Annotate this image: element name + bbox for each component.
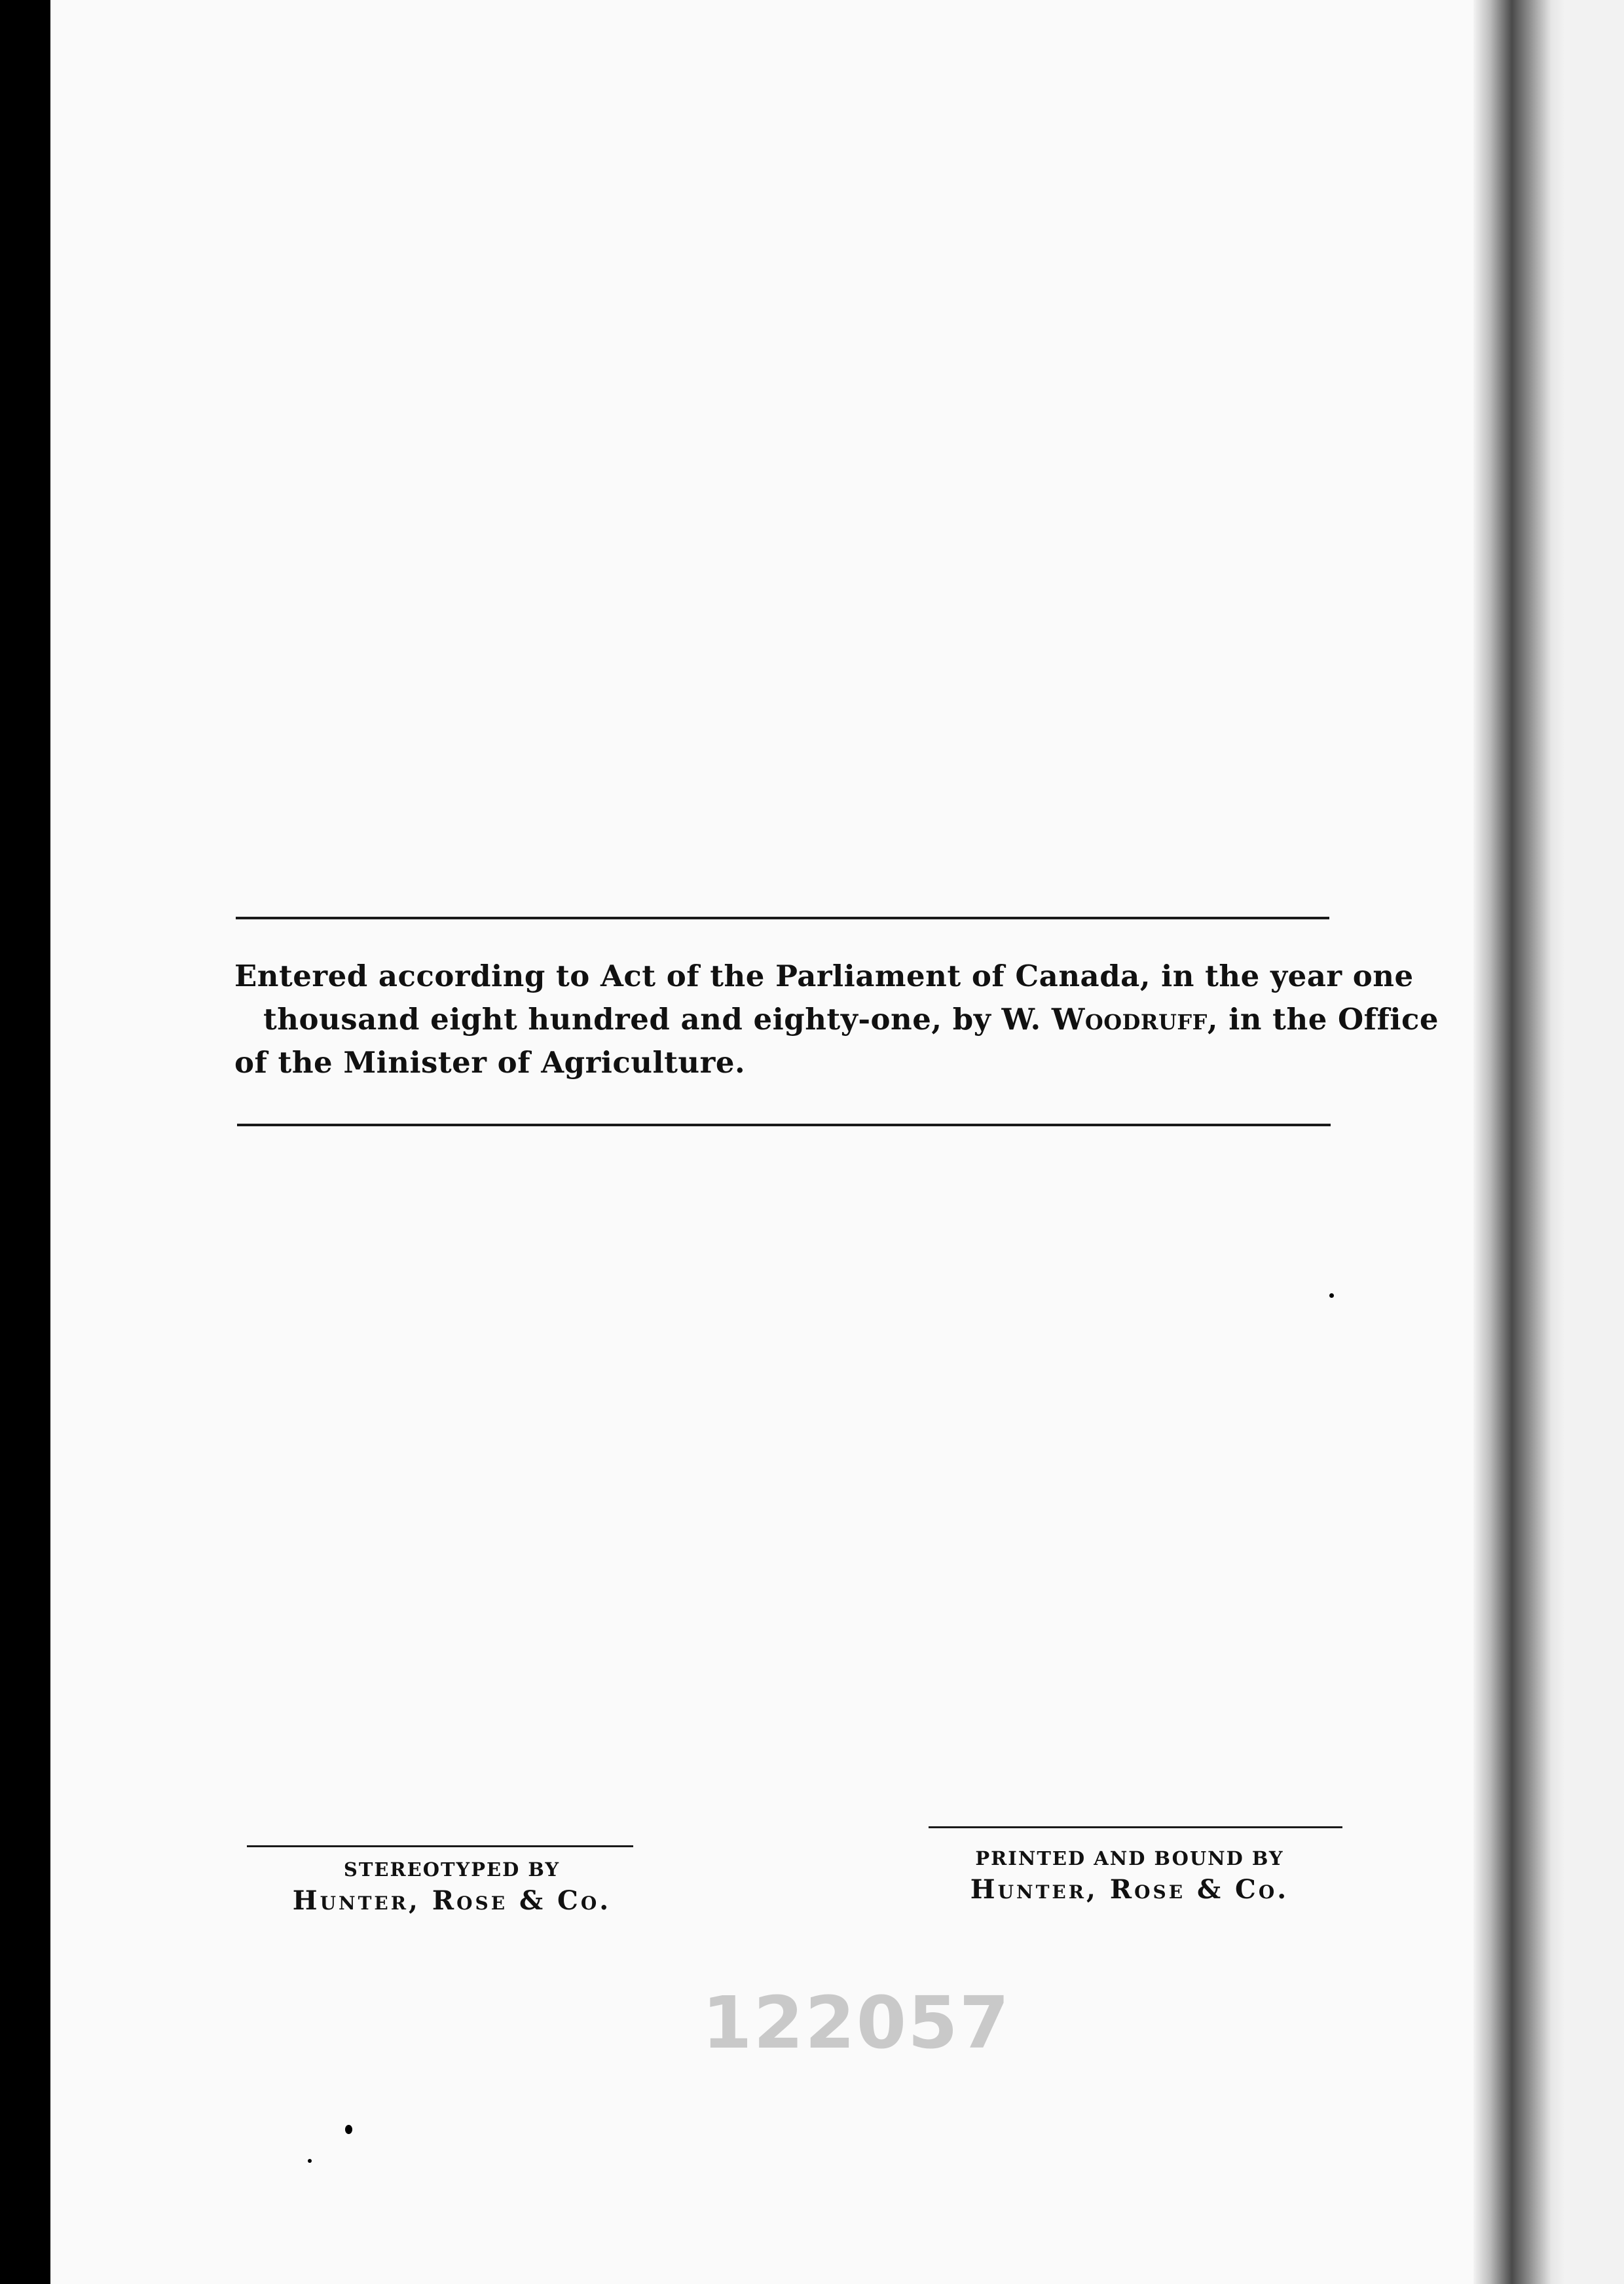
printed-label: PRINTED AND BOUND BY: [975, 1847, 1284, 1870]
printed-rule: [929, 1826, 1342, 1828]
author-name: Woodruff: [1051, 1002, 1208, 1037]
accession-stamp: 122057: [702, 1981, 1011, 2065]
printed-firm: Hunter, Rose & Co.: [970, 1874, 1289, 1905]
binding-edge-shadow: [1473, 0, 1565, 2284]
ink-speck: [345, 2125, 352, 2134]
notice-line-2: [234, 998, 1439, 1041]
ink-speck: [1329, 1293, 1334, 1298]
book-page: [50, 0, 1506, 2284]
notice-line-2-end: , in the Office: [1207, 1002, 1439, 1037]
stereotyped-firm: Hunter, Rose & Co.: [292, 1885, 612, 1916]
show-through-ghost: [249, 196, 278, 297]
copyright-notice: [234, 955, 1439, 1084]
ink-speck: [308, 2159, 312, 2163]
scan-margin: [1565, 0, 1624, 2284]
notice-line-3: of the Minister of Agriculture.: [234, 1045, 746, 1080]
ink-speck: [20, 2176, 26, 2182]
notice-line-2-start: thousand eight hundred and eighty-one, by W.: [263, 1002, 1052, 1037]
stereotyped-imprint: [255, 1856, 648, 1919]
bottom-rule: [237, 1124, 1331, 1126]
ink-speck: [14, 2027, 20, 2032]
notice-line-1: Entered according to Act of the Parliament of Canada, in the year one: [234, 959, 1414, 993]
stereotyped-label: STEREOTYPED BY: [343, 1858, 561, 1881]
stereotyped-rule: [247, 1845, 633, 1847]
printed-imprint: [933, 1845, 1326, 1908]
top-rule: [236, 917, 1329, 919]
